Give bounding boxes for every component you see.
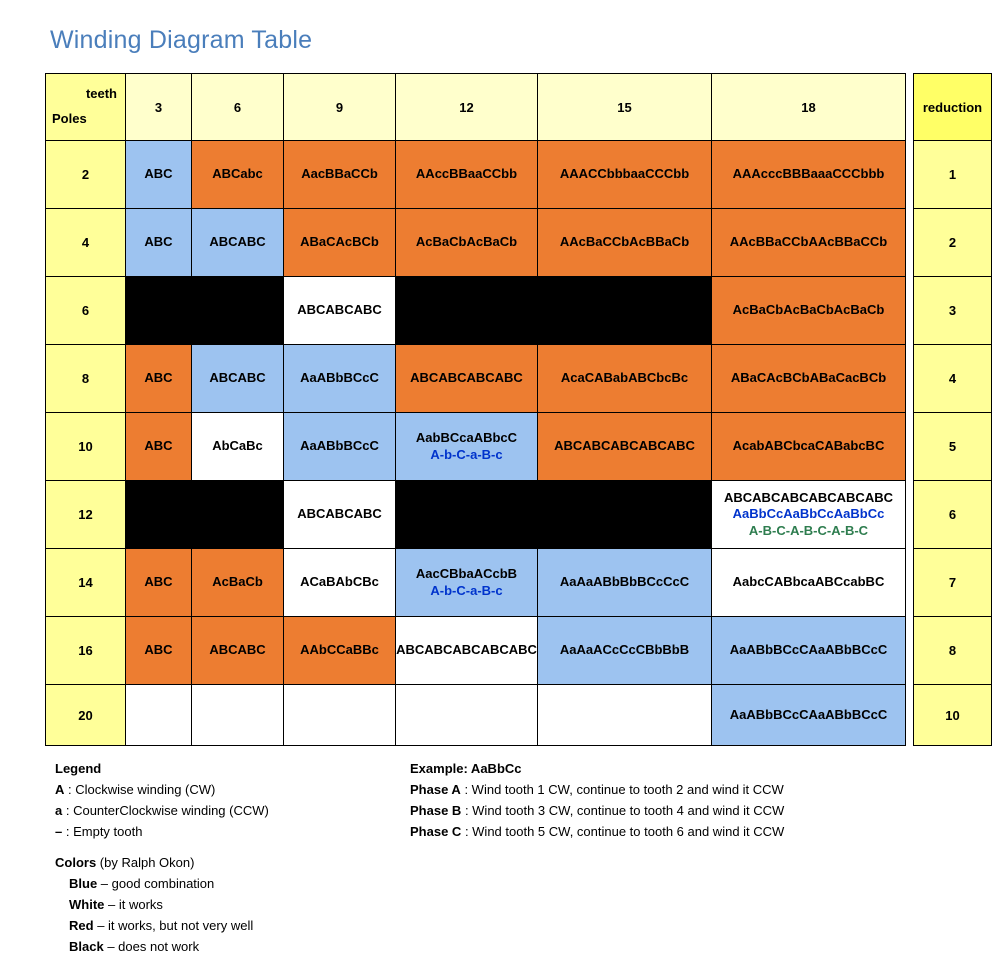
legend-item-text: : Clockwise winding (CW) (68, 782, 216, 798)
column-gap (906, 549, 914, 617)
column-gap (906, 617, 914, 685)
table-row (46, 685, 992, 746)
winding-cell-p20-t9[interactable] (284, 685, 396, 746)
legend-item-text: : CounterClockwise winding (CCW) (65, 803, 269, 819)
reduction-cell-6: 3 (914, 277, 992, 345)
column-gap (906, 209, 914, 277)
winding-pattern-line: AaABbBCcC (300, 370, 379, 386)
winding-pattern-line: ABC (144, 234, 173, 250)
winding-cell-p20-t6[interactable] (192, 685, 284, 746)
winding-cell-p6-t3[interactable] (126, 277, 192, 345)
winding-cell-p16-t12[interactable] (396, 617, 538, 685)
winding-cell-p14-t12[interactable] (396, 549, 538, 617)
winding-pattern-line: AabcCABbcaABCcabBC (732, 574, 885, 590)
winding-pattern-line: AbCaBc (212, 438, 263, 454)
winding-pattern-line: ABC (144, 370, 173, 386)
legend-color-item (55, 894, 269, 915)
legend-item-key: a (55, 803, 63, 819)
winding-cell-p14-t6[interactable] (192, 549, 284, 617)
table-row (46, 141, 992, 209)
winding-pattern-line: ABC (144, 574, 173, 590)
winding-cell-p10-t9[interactable] (284, 413, 396, 481)
winding-pattern-line: A-B-C-A-B-C-A-B-C (748, 522, 869, 538)
table-row (46, 481, 992, 549)
winding-cell-p16-t9[interactable] (284, 617, 396, 685)
example-block (410, 758, 784, 842)
legend-color-item (55, 873, 269, 894)
winding-pattern-line: AcBaCbAcBaCb (415, 234, 518, 250)
poles-cell-10: 10 (46, 413, 126, 481)
winding-pattern-line: AAAcccBBBaaaCCCbbb (732, 166, 885, 182)
winding-pattern-line: AaABbBCcCAaABbBCcC (729, 642, 888, 658)
poles-cell-16: 16 (46, 617, 126, 685)
reduction-cell-20: 10 (914, 685, 992, 746)
winding-cell-p2-t12[interactable] (396, 141, 538, 209)
table-header-row (46, 74, 992, 141)
winding-pattern-line: AcBaCb (212, 574, 263, 590)
winding-pattern-line: AAbCCaBBc (300, 642, 379, 658)
legend-item-text: : Empty tooth (65, 824, 143, 840)
teeth-header-9: 9 (284, 74, 396, 141)
poles-cell-20: 20 (46, 685, 126, 746)
example-phase: Phase A (410, 782, 461, 798)
winding-pattern-line: ACaBAbCBc (300, 574, 379, 590)
winding-pattern-line: AacCBbaACcbB (415, 566, 518, 582)
teeth-label: teeth (85, 86, 117, 102)
winding-cell-p16-t18[interactable] (712, 617, 906, 685)
example-line (410, 779, 784, 800)
poles-cell-8: 8 (46, 345, 126, 413)
winding-cell-p16-t6[interactable] (192, 617, 284, 685)
poles-cell-2: 2 (46, 141, 126, 209)
winding-pattern-line: ABCABC (209, 234, 266, 250)
poles-cell-4: 4 (46, 209, 126, 277)
winding-pattern-line: ABCABCABCABCABC (396, 642, 537, 658)
column-gap (906, 685, 914, 746)
winding-pattern-line: AAcBBaCCbAAcBBaCCb (729, 234, 888, 250)
legend-color-text: – it works (108, 897, 163, 913)
winding-pattern-line: ABaCAcBCb (300, 234, 379, 250)
winding-cell-p12-t12[interactable] (396, 481, 538, 549)
winding-cell-p12-t15[interactable] (538, 481, 712, 549)
winding-cell-p10-t3[interactable] (126, 413, 192, 481)
legend-item-key: – (55, 824, 63, 840)
winding-cell-p6-t6[interactable] (192, 277, 284, 345)
winding-pattern-line: AabBCcaABbcC (415, 430, 518, 446)
reduction-cell-10: 5 (914, 413, 992, 481)
winding-pattern-line: AAACCbbbaaCCCbb (559, 166, 690, 182)
legend-colors-author: (by Ralph Okon) (99, 855, 195, 871)
winding-cell-p14-t18[interactable] (712, 549, 906, 617)
winding-pattern-line: AAcBaCCbAcBBaCb (559, 234, 690, 250)
winding-pattern-line: AAccBBaaCCbb (415, 166, 518, 182)
teeth-header-18: 18 (712, 74, 906, 141)
winding-cell-p10-t15[interactable] (538, 413, 712, 481)
winding-pattern-line: ABC (144, 166, 173, 182)
winding-cell-p2-t9[interactable] (284, 141, 396, 209)
legend-colors-title: Colors (55, 855, 97, 871)
winding-cell-p6-t15[interactable] (538, 277, 712, 345)
table-row (46, 413, 992, 481)
legend-color-name: Black (69, 939, 104, 954)
reduction-cell-16: 8 (914, 617, 992, 685)
reduction-header: reduction (914, 74, 992, 141)
example-heading: Example: AaBbCc (410, 761, 522, 776)
winding-cell-p2-t3[interactable] (126, 141, 192, 209)
winding-cell-p6-t9[interactable] (284, 277, 396, 345)
winding-cell-p6-t12[interactable] (396, 277, 538, 345)
winding-pattern-line: ABCABCABCABCABC (554, 438, 695, 454)
winding-cell-p20-t12[interactable] (396, 685, 538, 746)
winding-pattern-line: ABCabc (212, 166, 263, 182)
legend-item (55, 800, 269, 821)
winding-pattern-line: AcabABCbcaCABabcBC (732, 438, 885, 454)
legend-heading: Legend (55, 761, 102, 776)
example-phase: Phase C (410, 824, 462, 840)
legend-color-name: Blue (69, 876, 98, 892)
reduction-cell-4: 2 (914, 209, 992, 277)
legend-item (55, 821, 269, 842)
winding-cell-p20-t15[interactable] (538, 685, 712, 746)
poles-cell-14: 14 (46, 549, 126, 617)
winding-cell-p12-t18[interactable] (712, 481, 906, 549)
legend-spacer (55, 842, 269, 852)
winding-pattern-line: AcBaCbAcBaCbAcBaCb (732, 302, 885, 318)
column-gap (906, 345, 914, 413)
winding-cell-p10-t12[interactable] (396, 413, 538, 481)
example-line (410, 800, 784, 821)
winding-cell-p10-t18[interactable] (712, 413, 906, 481)
winding-cell-p4-t15[interactable] (538, 209, 712, 277)
table-row (46, 345, 992, 413)
legend-color-text: – good combination (100, 876, 215, 892)
legend-color-name: White (69, 897, 105, 913)
winding-pattern-line: AcaCABabABCbcBc (560, 370, 689, 386)
winding-pattern-line: ABCABC (209, 370, 266, 386)
table-row (46, 549, 992, 617)
winding-pattern-line: A-b-C-a-B-c (430, 446, 503, 462)
example-phase: Phase B (410, 803, 462, 819)
teeth-header-3: 3 (126, 74, 192, 141)
poles-label: Poles (52, 111, 87, 126)
winding-cell-p16-t3[interactable] (126, 617, 192, 685)
winding-pattern-line: ABaCAcBCbABaCacBCb (730, 370, 887, 386)
winding-cell-p8-t18[interactable] (712, 345, 906, 413)
column-gap (906, 481, 914, 549)
winding-cell-p14-t15[interactable] (538, 549, 712, 617)
winding-cell-p8-t3[interactable] (126, 345, 192, 413)
table-row (46, 277, 992, 345)
winding-pattern-line: ABCABCABCABC (410, 370, 523, 386)
winding-cell-p16-t15[interactable] (538, 617, 712, 685)
example-line (410, 821, 784, 842)
legend-color-name: Red (69, 918, 94, 934)
reduction-cell-8: 4 (914, 345, 992, 413)
winding-cell-p2-t18[interactable] (712, 141, 906, 209)
winding-cell-p12-t9[interactable] (284, 481, 396, 549)
poles-cell-12: 12 (46, 481, 126, 549)
example-text: : Wind tooth 1 CW, continue to tooth 2 and wind it CCW (464, 782, 784, 798)
column-gap (906, 413, 914, 481)
winding-cell-p4-t3[interactable] (126, 209, 192, 277)
winding-pattern-line: AaABbBCcCAaABbBCcC (729, 706, 888, 722)
legend-color-text: – it works, but not very well (97, 918, 254, 934)
poles-cell-6: 6 (46, 277, 126, 345)
legend-color-item (55, 915, 269, 936)
winding-cell-p2-t15[interactable] (538, 141, 712, 209)
winding-table-body (46, 74, 992, 746)
winding-cell-p14-t3[interactable] (126, 549, 192, 617)
winding-pattern-line: AaAaABbBbBCcCcC (559, 574, 690, 590)
reduction-cell-12: 6 (914, 481, 992, 549)
winding-pattern-line: A-b-C-a-B-c (430, 582, 503, 598)
column-gap (906, 141, 914, 209)
winding-cell-p8-t6[interactable] (192, 345, 284, 413)
winding-cell-p6-t18[interactable] (712, 277, 906, 345)
winding-cell-p8-t12[interactable] (396, 345, 538, 413)
winding-cell-p4-t6[interactable] (192, 209, 284, 277)
winding-cell-p4-t12[interactable] (396, 209, 538, 277)
winding-cell-p8-t15[interactable] (538, 345, 712, 413)
table-row (46, 209, 992, 277)
winding-cell-p4-t9[interactable] (284, 209, 396, 277)
column-gap (906, 74, 914, 141)
winding-pattern-line: ABCABCABCABCABCABC (724, 490, 893, 506)
winding-pattern-line: ABC (144, 438, 173, 454)
teeth-header-15: 15 (538, 74, 712, 141)
winding-table (45, 73, 992, 746)
legend (55, 758, 269, 954)
winding-pattern-line: AaBbCcAaBbCcAaBbCc (732, 506, 885, 522)
legend-colors-heading (55, 852, 269, 873)
header-corner-cell (46, 74, 126, 141)
winding-pattern-line: AacBBaCCb (301, 166, 378, 182)
winding-pattern-line: AaABbBCcC (300, 438, 379, 454)
winding-pattern-line: ABCABCABC (297, 302, 382, 318)
legend-item (55, 779, 269, 800)
table-row (46, 617, 992, 685)
teeth-header-6: 6 (192, 74, 284, 141)
winding-pattern-line: ABC (144, 642, 173, 658)
winding-cell-p12-t6[interactable] (192, 481, 284, 549)
winding-cell-p8-t9[interactable] (284, 345, 396, 413)
winding-cell-p20-t18[interactable] (712, 685, 906, 746)
legend-item-key: A (55, 782, 65, 798)
winding-cell-p10-t6[interactable] (192, 413, 284, 481)
reduction-cell-2: 1 (914, 141, 992, 209)
winding-pattern-line: AaAaACcCcCBbBbB (559, 642, 690, 658)
column-gap (906, 277, 914, 345)
winding-cell-p12-t3[interactable] (126, 481, 192, 549)
winding-pattern-line: ABCABC (209, 642, 266, 658)
legend-color-item (55, 936, 269, 954)
reduction-cell-14: 7 (914, 549, 992, 617)
winding-cell-p14-t9[interactable] (284, 549, 396, 617)
page-title: Winding Diagram Table (50, 26, 313, 54)
example-text: : Wind tooth 5 CW, continue to tooth 6 and wind it CCW (464, 824, 785, 840)
winding-cell-p2-t6[interactable] (192, 141, 284, 209)
legend-color-text: – does not work (107, 939, 200, 954)
winding-cell-p20-t3[interactable] (126, 685, 192, 746)
winding-cell-p4-t18[interactable] (712, 209, 906, 277)
teeth-header-12: 12 (396, 74, 538, 141)
winding-pattern-line: ABCABCABC (297, 506, 382, 522)
example-text: : Wind tooth 3 CW, continue to tooth 4 and wind it CCW (464, 803, 785, 819)
